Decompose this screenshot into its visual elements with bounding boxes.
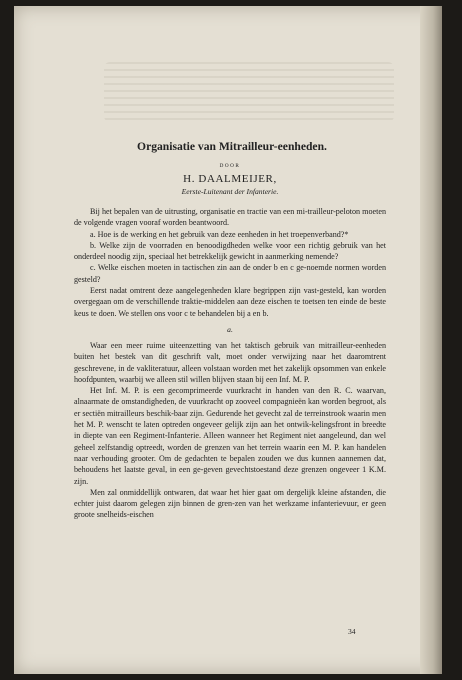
- section-paragraph: Men zal onmiddellijk ontwaren, dat waar het hier gaat om dergelijk kleine afstanden, die echter juist daarom gelegen zijn binnen de gren-zen van het werkzame infanterievuur, er geen groote snelheids-eischen: [74, 487, 386, 520]
- author-name: H. DAALMEIJER,: [183, 173, 277, 185]
- article: [74, 140, 386, 521]
- page-edge: [420, 6, 442, 674]
- intro-conclusion: Eerst nadat omtrent deze aangelegenheden klare begrippen zijn vast-gesteld, kan worden overgegaan om de verschillende traktie-middelen aan deze eischen te toetsen ten einde de beste keus te doen. We stellen ons voor c te behandelen bij a en b.: [74, 286, 386, 318]
- page-number: 34: [348, 627, 356, 636]
- intro-paragraph: Bij het bepalen van de uitrusting, organisatie en tractie van een mi-trailleur-peloton moeten de volgende vragen vooraf worden beantwoord.: [74, 207, 386, 228]
- section-paragraph: Waar een meer ruime uiteenzetting van het taktisch gebruik van mitrailleur-eenheden buiten het bestek van dit geschrift valt, moet onder verwijzing naar het daaromtrent geschrevene, in de vakliteratuur, alleen volstaan worden met het zakelijk opsommen van enkele hoofdpunten, waarbij we alleen stil willen blijven staan bij een Inf. M. P.: [74, 340, 386, 384]
- article-title: Organisatie van Mitrailleur-eenheden.: [137, 140, 327, 153]
- question-a: a. Hoe is de werking en het gebruik van deze eenheden in het troepenverband?*: [90, 229, 349, 239]
- byline-label: DOOR: [219, 163, 241, 169]
- section-paragraph: Het Inf. M. P. is een gecomprimeerde vuurkracht in handen van den R. C. waarvan, alnaarmate de omstandigheden, de vuurkracht op zooveel compagnieën kan worden begroot, als er sectiën mitrailleurs beschik-baar zijn. Gedurende het gevecht zal de terreinstrook waarin men het M. P. wenscht te laten optreden ongeveer gelijk zijn aan het ontwik-kelingsfront in breedte in diepte van een Regiment-Infanterie. Alleen wanneer het Regiment niet aangeleund, dan wel geheel zelfstandig optreedt, worden de grenzen van het terrein waarin een M. P. kan handelen naar verhouding grooter. Om de gedachten te bepalen zouden we dus kunnen aannemen dat, behoudens het laatste geval, in een ge-geven gevechtstoestand deze grenzen ongeveer 1 K.M. zijn.: [74, 386, 386, 486]
- question-c: c. Welke eischen moeten in tactischen zin aan de onder b en c ge-noemde normen worden gesteld?: [74, 263, 386, 284]
- bleed-through-text: [104, 62, 394, 122]
- section-heading: a.: [227, 324, 233, 334]
- document-page: [14, 6, 442, 674]
- question-b: b. Welke zijn de voorraden en benoodigdheden welke voor een richtig gebruik van het onderdeel noodig zijn, speciaal het betrekkelijk gewicht in aanmerking nemende?: [74, 240, 386, 262]
- author-rank: Eerste-Luitenant der Infanterie.: [181, 187, 279, 196]
